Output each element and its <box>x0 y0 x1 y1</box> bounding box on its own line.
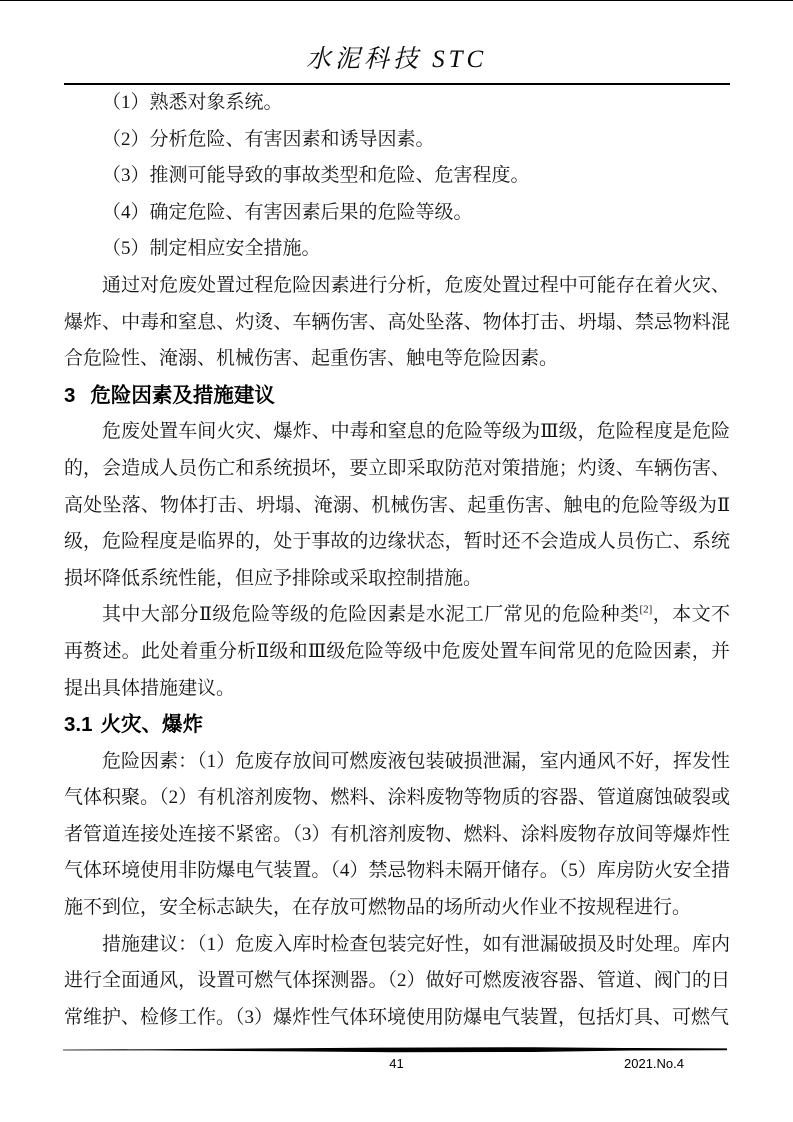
focus-paragraph <box>64 597 730 707</box>
article-body <box>64 85 730 1036</box>
section-3-1-number: 3.1 <box>64 713 93 737</box>
analysis-step-3: （3）推测可能导致的事故类型和危险、危害程度。 <box>102 165 530 187</box>
section-3-1-heading <box>64 707 730 744</box>
page-number: 41 <box>389 1056 404 1071</box>
section-3-title: 危险因素及措施建议 <box>90 383 275 407</box>
analysis-step-4: （4）确定危险、有害因素后果的危险等级。 <box>102 201 473 223</box>
overview-paragraph: 通过对危废处置过程危险因素进行分析，危废处置过程中可能存在着火灾、爆炸、中毒和窒息、灼烫、车辆伤害、高处坠落、物体打击、坍塌、禁忌物料混合危险性、淹溺、机械伤害、起重伤害、触电等危险因素。 <box>64 274 730 370</box>
section-3-1-title: 火灾、爆炸 <box>100 713 203 737</box>
focus-text-after-citation: ，本文不再赘述。此处着重分析Ⅱ级和Ⅲ级危险等级中危废处置车间常见的危险因素，并提出具体措施建议。 <box>64 604 730 699</box>
analysis-step-1: （1）熟悉对象系统。 <box>102 92 283 113</box>
analysis-step-2: （2）分析危险、有害因素和诱导因素。 <box>102 128 435 150</box>
page-top-border <box>0 0 793 1</box>
focus-text-before-citation: 其中大部分Ⅱ级危险等级的危险因素是水泥工厂常见的危险种类 <box>102 604 640 626</box>
page-header <box>0 0 793 85</box>
section-3-number: 3 <box>64 383 76 407</box>
section-3-heading <box>64 378 730 415</box>
measures-paragraph: 措施建议：（1）危废入库时检查包装完好性，如有泄漏破损及时处理。库内进行全面通风，设置可燃气体探测器。（2）做好可燃废液容器、管道、阀门的日常维护、检修工作。（3）爆炸性气体环境使用防爆电气装置，包括灯具、可燃气 <box>64 933 730 1028</box>
issue-number: 2021.No.4 <box>624 1056 684 1071</box>
analysis-step-5: （5）制定相应安全措施。 <box>102 238 321 260</box>
journal-title: 水泥科技 STC <box>305 46 488 73</box>
hazard-factors-paragraph: 危险因素：（1）危废存放间可燃废液包装破损泄漏，室内通风不好，挥发性气体积聚。（2）有机溶剂废物、燃料、涂料废物等物质的容器、管道腐蚀破裂或者管道连接处连接不紧密。（3）有机溶剂废物、燃料、涂料废物存放间等爆炸性气体环境使用非防爆电气装置。（4）禁忌物料未隔开储存。（5）库房防火安全措施不到位，安全标志缺失，在存放可燃物品的场所动火作业不按规程进行。 <box>64 750 730 919</box>
risk-levels-paragraph: 危废处置车间火灾、爆炸、中毒和窒息的危险等级为Ⅲ级，危险程度是危险的，会造成人员伤亡和系统损坏，要立即采取防范对策措施；灼烫、车辆伤害、高处坠落、物体打击、坍塌、淹溺、机械伤害、起重伤害、触电的危险等级为Ⅱ级，危险程度是临界的，处于事故的边缘状态，暂时还不会造成人员伤亡、系统损坏降低系统性能，但应予排除或采取控制措施。 <box>64 421 730 589</box>
footer-rule <box>63 1047 727 1054</box>
citation-reference: [2] <box>639 603 653 616</box>
